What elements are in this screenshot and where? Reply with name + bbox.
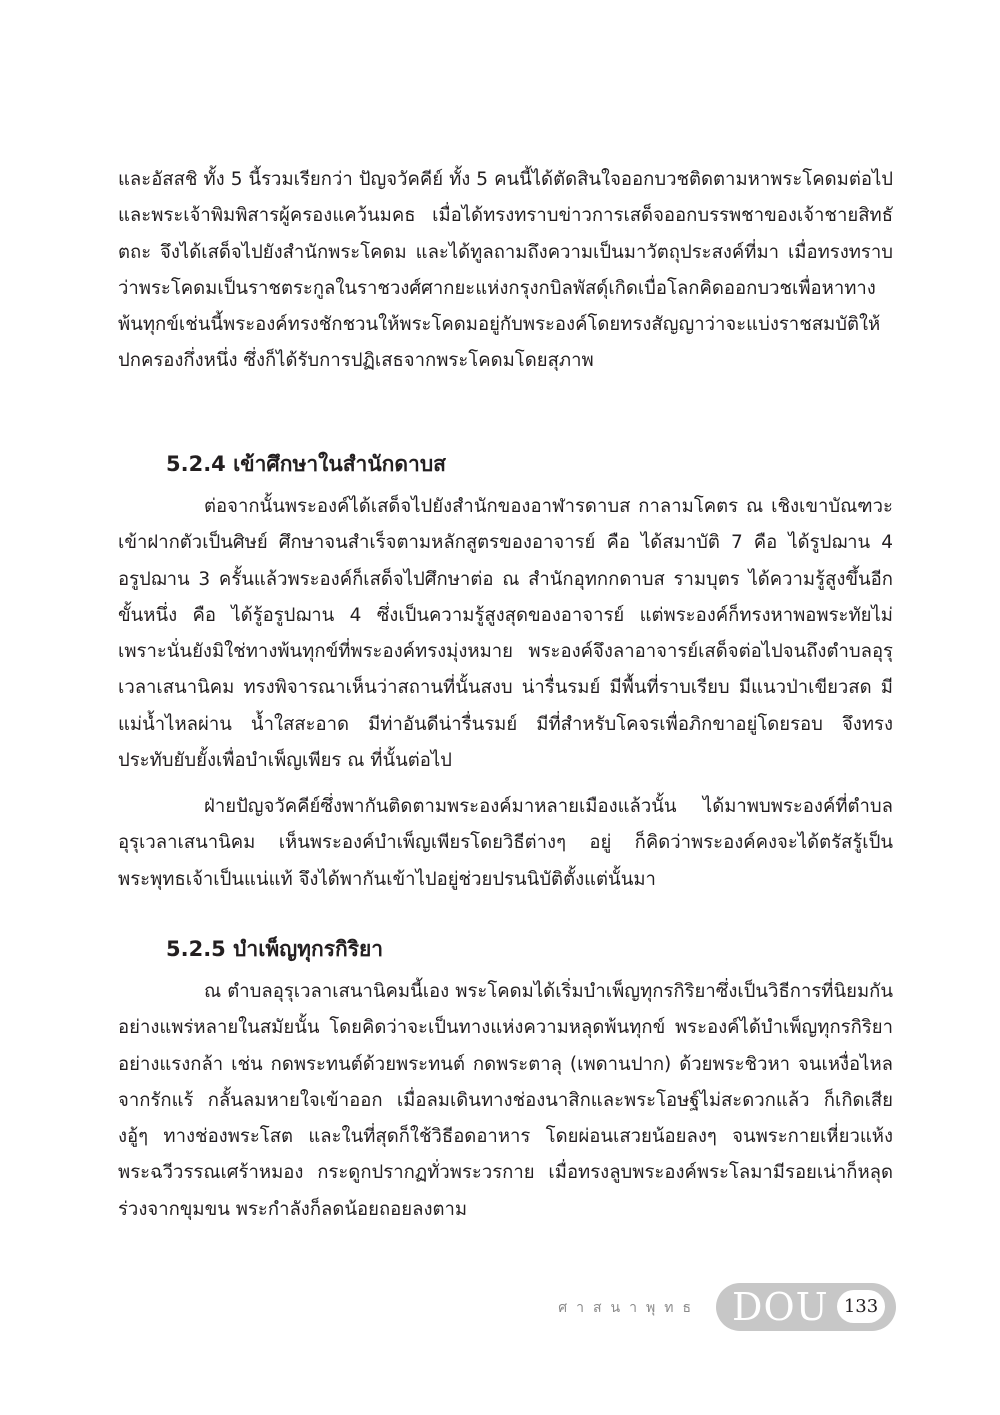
section-heading-5-2-4: 5.2.4 เข้าศึกษาในสำนักดาบส [166,452,446,476]
page-footer [0,1283,1000,1333]
dou-page-badge [716,1283,896,1331]
paragraph-4: ณ ตำบลอุรุเวลาเสนานิคมนี้เอง พระโคดมได้เริ่มบำเพ็ญทุกรกิริยาซึ่งเป็นวิธีการที่นิยมกันอย่างแพร่หลายในสมัยนั้น โดยคิดว่าจะเป็นทางแห่งความหลุดพ้นทุกข์ พระองค์ได้บำเพ็ญทุกรกิริยาอย่างแรงกล้า เช่น กดพระทนต์ด้วยพระทนต์ กดพระตาลุ (เพดานปาก) ด้วยพระชิวหา จนเหงื่อไหลจากรักแร้ กลั้นลมหายใจเข้าออก เมื่อลมเดินทางช่องนาสิกและพระโอษฐ์ไม่สะดวกแล้ว ก็เกิดเสียงอู้ๆ ทางช่องพระโสต และในที่สุดก็ใช้วิธีอดอาหาร โดยผ่อนเสวยน้อยลงๆ จนพระกายเหี่ยวแห้ง พระฉวีวรรณเศร้าหมอง กระดูกปรากฏทั่วพระวรกาย เมื่อทรงลูบพระองค์พระโลมามีรอยเน่าก็หลุดร่วงจากขุมขน พระกำลังก็ลดน้อยถอยลงตาม [118,981,893,1220]
paragraph-1: และอัสสชิ ทั้ง 5 นี้รวมเรียกว่า ปัญจวัคคีย์ ทั้ง 5 คนนี้ได้ตัดสินใจออกบวชติดตามหาพระโคดมต่อไป และพระเจ้าพิมพิสารผู้ครองแคว้นมคธ เมื่อได้ทรงทราบข่าวการเสด็จออกบรรพชาของเจ้าชายสิทธัตถะ จึงได้เสด็จไปยังสำนักพระโคดม และได้ทูลถามถึงความเป็นมาวัตถุประสงค์ที่มา เมื่อทรงทราบว่าพระโคดมเป็นราชตระกูลในราชวงศ์ศากยะแห่งกรุงกบิลพัสดุ์เกิดเบื่อโลกคิดออกบวชเพื่อหาทางพ้นทุกข์เช่นนี้พระองค์ทรงชักชวนให้พระโคดมอยู่กับพระองค์โดยทรงสัญญาว่าจะแบ่งราชสมบัติให้ปกครองกึ่งหนึ่ง ซึ่งก็ได้รับการปฏิเสธจากพระโคดมโดยสุภาพ [118,169,893,372]
paragraph-3: ฝ่ายปัญจวัคคีย์ซึ่งพากันติดตามพระองค์มาหลายเมืองแล้วนั้น ได้มาพบพระองค์ที่ตำบลอุรุเวลาเสนานิคม เห็นพระองค์บำเพ็ญเพียรโดยวิธีต่างๆ อยู่ ก็คิดว่าพระองค์คงจะได้ตรัสรู้เป็นพระพุทธเจ้าเป็นแน่แท้ จึงได้พากันเข้าไปอยู่ช่วยปรนนิบัติตั้งแต่นั้นมา [118,796,893,890]
dou-logo: DOU [732,1285,829,1329]
paragraph-2: ต่อจากนั้นพระองค์ได้เสด็จไปยังสำนักของอาฬารดาบส กาลามโคตร ณ เชิงเขาบัณฑวะ เข้าฝากตัวเป็นศิษย์ ศึกษาจนสำเร็จตามหลักสูตรของอาจารย์ คือ ได้สมาบัติ 7 คือ ได้รูปฌาน 4 อรูปฌาน 3 ครั้นแล้วพระองค์ก็เสด็จไปศึกษาต่อ ณ สำนักอุทกกดาบส รามบุตร ได้ความรู้สูงขึ้นอีกขั้นหนึ่ง คือ ได้รู้อรูปฌาน 4 ซึ่งเป็นความรู้สูงสุดของอาจารย์ แต่พระองค์ก็ทรงหาพอพระทัยไม่ เพราะนั่นยังมิใช่ทางพ้นทุกข์ที่พระองค์ทรงมุ่งหมาย พระองค์จึงลาอาจารย์เสด็จต่อไปจนถึงตำบลอุรุเวลาเสนานิคม ทรงพิจารณาเห็นว่าสถานที่นั้นสงบ น่ารื่นรมย์ มีพื้นที่ราบเรียบ มีแนวป่าเขียวสด มีแม่น้ำไหลผ่าน น้ำใสสะอาด มีท่าอันดีน่ารื่นรมย์ มีที่สำหรับโคจรเพื่อภิกขาอยู่โดยรอบ จึงทรงประทับยับยั้งเพื่อบำเพ็ญเพียร ณ ที่นั้นต่อไป [118,496,893,772]
section-heading-5-2-5: 5.2.5 บำเพ็ญทุกรกิริยา [166,937,384,961]
book-title: ศาสนาพุทธ [558,1300,700,1316]
page-number: 133 [837,1290,885,1323]
